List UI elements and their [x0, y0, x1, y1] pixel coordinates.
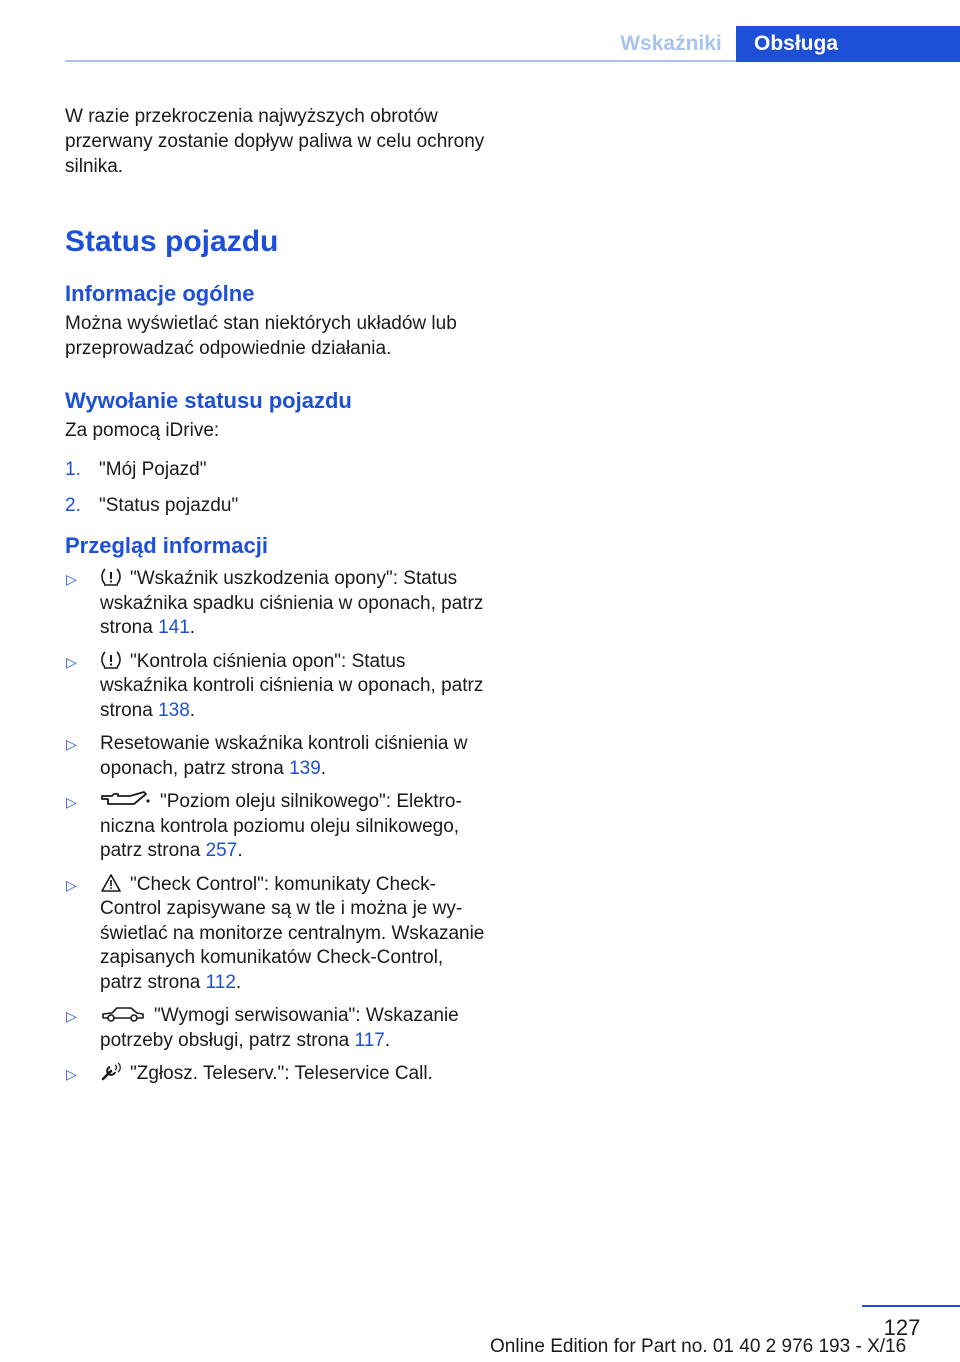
list-item: ▷ "Kontrola ciśnienia opon": Status wskaźnika kontroli ciśnienia w oponach, patrz strona 138.	[65, 650, 485, 724]
page-number-rule	[862, 1305, 960, 1307]
list-item	[65, 493, 485, 518]
step-text: "Mój Pojazd"	[99, 459, 207, 480]
item-text: "Kontrola ciśnienia opon": Status wskaźnika kontroli ciśnienia w oponach, patrz strona	[100, 650, 484, 721]
list-item: ▷ "Wskaźnik uszkodzenia opony": Status wskaźnika spadku ciśnienia w oponach, patrz strona 141.	[65, 567, 485, 641]
general-text: Można wyświetlać stan niektórych układów lub przeprowadzać odpowiednie działania.	[65, 313, 457, 359]
item-text: "Wymogi serwisowania": Wskazanie potrzeby obsługi, patrz strona	[100, 1005, 459, 1051]
bullet-triangle-icon: ▷	[66, 794, 77, 811]
item-text: "Wskaźnik uszkodzenia opony": Status wskaźnika spadku ciśnienia w oponach, patrz strona	[100, 568, 484, 639]
page-number: 127	[883, 1315, 921, 1340]
item-text: "Check Control": komunikaty Check-Control zapisywane są w tle i można je wyświetlać na monitorze centralnym. Wskazanie zapisanych komunikatów Check-Control, patrz strona	[100, 873, 485, 993]
section-title: Status pojazdu	[65, 225, 279, 258]
steps-list	[65, 457, 485, 518]
page-link[interactable]: 112	[205, 971, 236, 993]
bullet-triangle-icon: ▷	[66, 653, 77, 670]
bullet-triangle-icon: ▷	[66, 571, 77, 587]
bullet-triangle-icon: ▷	[66, 736, 77, 753]
list-item	[65, 1062, 485, 1087]
call-status-text: Za pomocą iDrive:	[65, 420, 220, 441]
bullet-triangle-icon: ▷	[66, 876, 77, 893]
bullet-triangle-icon: ▷	[66, 1008, 77, 1025]
overview-list	[65, 567, 485, 1087]
service-car-icon	[100, 1004, 146, 1024]
page-link[interactable]: 117	[354, 1029, 385, 1051]
call-status-heading: Wywołanie statusu pojazdu	[65, 388, 352, 413]
step-text: "Status pojazdu"	[99, 495, 239, 516]
bullet-triangle-icon: ▷	[66, 1066, 77, 1083]
step-number: 2.	[65, 495, 81, 516]
item-text: "Zgłosz. Teleserv.": Teleservice Call.	[130, 1063, 433, 1085]
tab-obsluga[interactable]: Obsługa	[736, 26, 960, 62]
item-text: "Poziom oleju silnikowego": Elektroniczna kontrola poziomu oleju silnikowego, patrz strona	[100, 791, 462, 862]
page-link[interactable]: 257	[205, 840, 238, 862]
warning-triangle-icon	[100, 873, 122, 893]
intro-paragraph: W razie przekroczenia najwyższych obrotów przerwany zostanie dopływ paliwa w celu ochrony silnika.	[65, 106, 485, 177]
tab-wskazniki[interactable]: Wskaźniki	[620, 32, 722, 55]
tire-pressure-monitor-icon	[100, 650, 122, 670]
page-link[interactable]: 139	[289, 757, 321, 779]
teleservice-wrench-icon	[100, 1062, 122, 1082]
list-item: ▷ Resetowanie wskaźnika kontroli ciśnienia w oponach, patrz strona 139.	[65, 732, 485, 781]
list-item: ▷ "Check Control": komunikaty Check-Control zapisywane są w tle i można je wyświetlać na monitorze centralnym. Wskazanie zapisanych komunikatów Check-Control, patrz strona 112.	[65, 873, 485, 996]
page-link[interactable]: 138	[158, 699, 190, 721]
tire-pressure-warning-icon	[100, 567, 122, 587]
page-link[interactable]: 141	[158, 617, 190, 639]
edition-footer: Online Edition for Part no. 01 40 2 976 193 - X/16	[490, 1336, 907, 1357]
oil-can-icon	[100, 790, 152, 810]
step-number: 1.	[65, 459, 81, 480]
list-item: ▷ "Wymogi serwisowania": Wskazanie potrzeby obsługi, patrz strona 117.	[65, 1004, 485, 1053]
list-item: ▷ "Poziom oleju silnikowego": Elektroniczna kontrola poziomu oleju silnikowego, patrz strona 257.	[65, 790, 485, 864]
general-heading: Informacje ogólne	[65, 281, 255, 306]
item-text: Resetowanie wskaźnika kontroli ciśnienia w oponach, patrz strona	[100, 733, 468, 779]
list-item	[65, 457, 485, 482]
content-column	[65, 104, 485, 1096]
overview-heading: Przegląd informacji	[65, 533, 268, 558]
